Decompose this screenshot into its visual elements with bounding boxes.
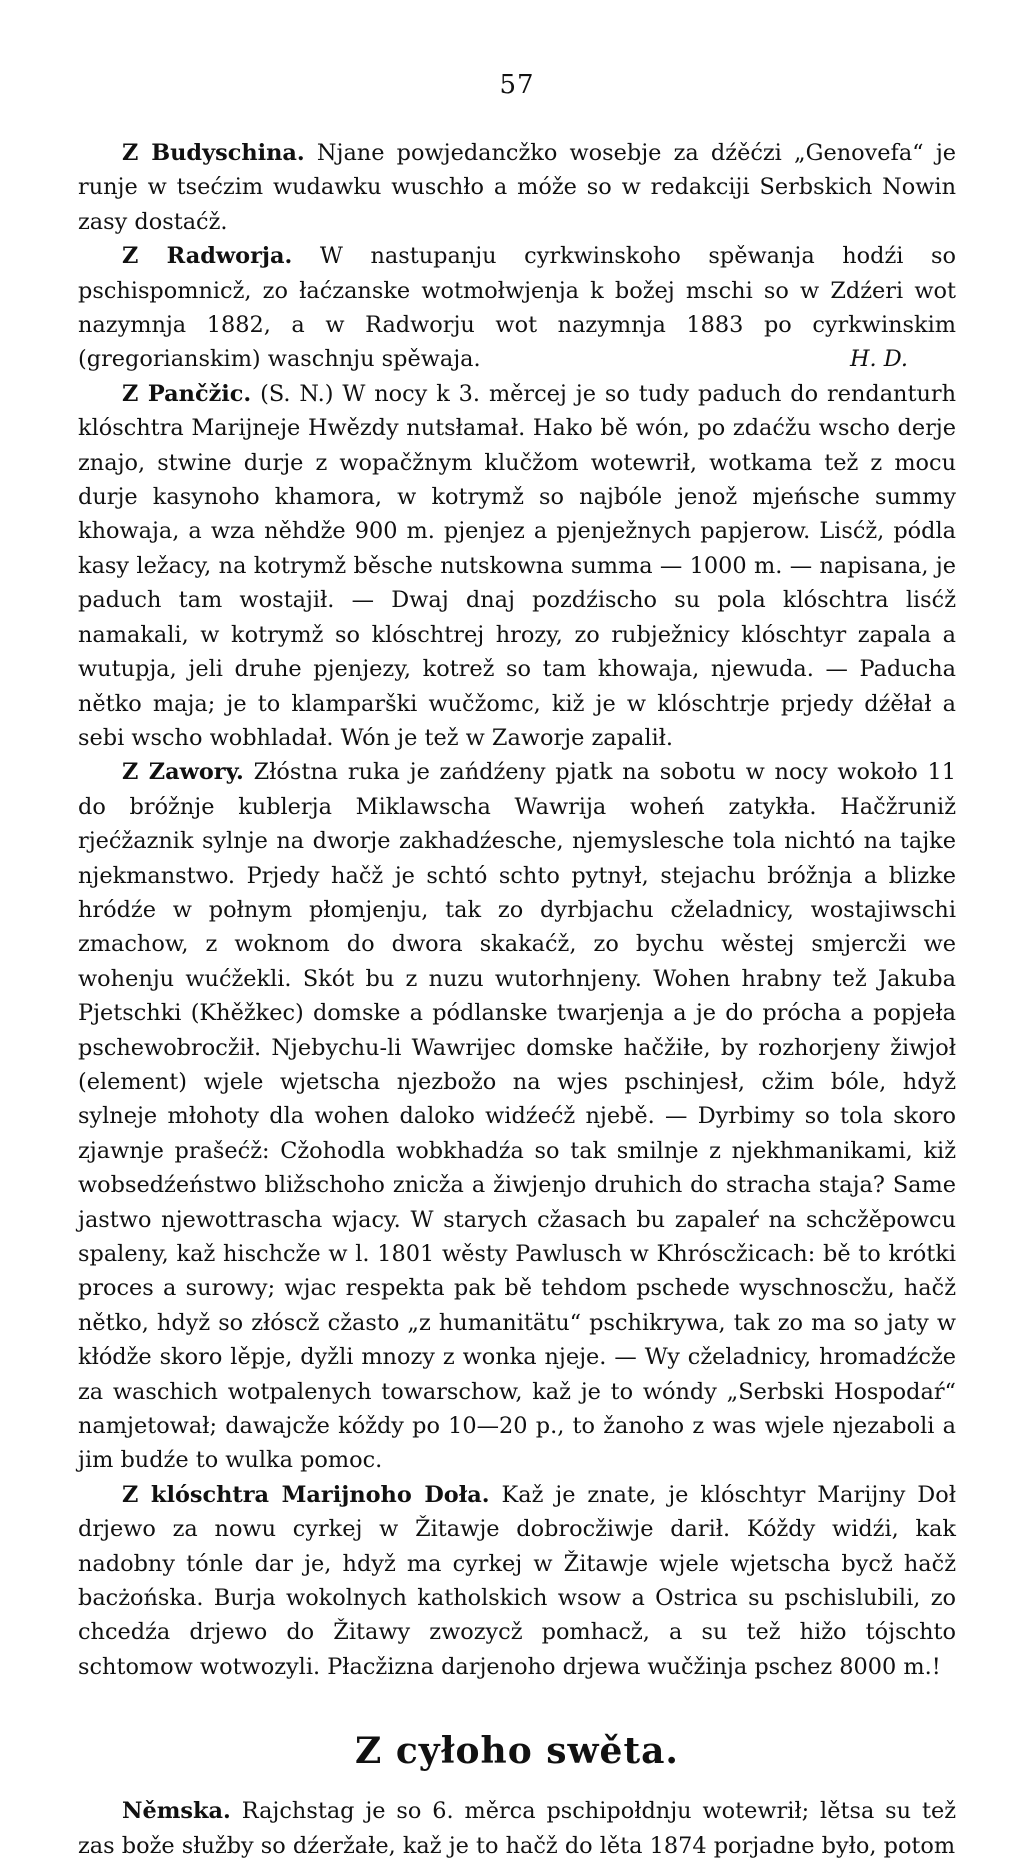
item-text: Kaž je znate, je klóschtyr Marijny Doł drjewo za nowu cyrkej w Žitawje dobrocžiwje darił. Kóždy widźi, kak nadobny tónle dar je, hdyž ma cyrkej w Žitawje wjele wjetscha bycž hačž bacżońska. Burja wokolnych katholskich wsow a Ostrica su pschislubili, zo chcedźa drjewo do Žitawy zwozycž pomhacž, a su tež hižo tójschto schtomow wotwozyli. Płacžizna darjenoho drjewa wučžinja pschez 8000 m.! bbox=[78, 1481, 956, 1680]
item-text: Njane powjedancžko wosebje za dźěćzi „Genovefa“ je runje w tsećzim wudawku wuschło a móže so w redakciji Serbskich Nowin zasy dostaćž. bbox=[78, 140, 957, 235]
news-item-budyschin bbox=[78, 136, 956, 239]
news-item-nemska bbox=[78, 1794, 956, 1863]
news-item-radwor bbox=[78, 239, 956, 377]
item-text: Rajchstag je so 6. měrca pschipołdnju wotewrił; lětsa su tež zas bože słužby so dźeržałe, kaž je to hačž do lěta 1874 porjadne było, potom bbox=[78, 1798, 956, 1859]
item-text: (S. N.) W nocy k 3. měrcej je so tudy paduch do rendanturh klóschtra Marijneje Hwězdy nutsłamał. Hako bě wón, po zdaćžu wscho derje znajo, stwine durje z wopačžnym klučžom wotewrił, wotkama tež z mocu durje kasynoho khamora, w kotrymž so najbóle jenož mjeńsche summy khowaja, a wza něhdže 900 m. pjenjez a pjenježnych papjerow. Lisćž, pódla kasy ležacy, na kotrymž běsche nutskowna summa — 1000 m. — napisana, je paduch tam wostajił. — Dwaj dnaj pozdźischo su pola klóschtra lisćž namakali, w kotrymž so klóschtrej hrozy, zo rubježnicy klóschtyr zapala a wutupja, jeli druhe pjenjezy, kotrež so tam khowaja, njewuda. — Paducha nětko maja; je to klamparški wučžomc, kiž je w klóschtrje prjedy dźěłał a sebi wscho wobhladał. Wón je tež w Zaworje zapalił. bbox=[78, 380, 957, 751]
document-page bbox=[78, 70, 957, 1859]
news-item-zawory bbox=[78, 755, 956, 1478]
news-item-klosчtr bbox=[78, 1478, 956, 1684]
item-heading: Němska. bbox=[122, 1798, 231, 1825]
item-heading: Z klóschtra Marijnoho Doła. bbox=[122, 1481, 490, 1508]
section-title: Z cyłoho swěta. bbox=[355, 1730, 679, 1773]
author-signature: H. D. bbox=[849, 346, 908, 373]
item-text: Złóstna ruka je zańdźeny pjatk na sobotu w nocy wokoło 11 do bróžnje kublerja Miklawscha Wawrija woheń zatykła. Hačžruniž rjećžaznik sylnje na dworje zakhadźesche, njemyslesche tola nichtó na tajke njekmanstwo. Prjedy hačž je schtó schto pytnył, stejachu bróžnja a blizke hródźe w połnym płomjenju, tak zo dyrbjachu cželadnicy, wostajiwschi zmachow, z woknom do dwora skakaćž, zo bychu wěstej smjercži we wohenju wućžekli. Skót bu z nuzu wutorhnjeny. Wohen hrabny tež Jakuba Pjetschki (Khěžkec) domske a pódlanske twarjenja a je do prócha a popjeła pschewobrocžił. Njebychu-li Wawrijec domske hačžiłe, by rozhorjeny žiwjoł (element) wjele wjetscha njezbožo na wjes pschinjesł, cžim bóle, hdyž sylneje młohoty dla wohen daloko widźećž njebě. — Dyrbimy so tola skoro zjawnje prašećž: Cžohodla wobkhadźa so tak smilnje z njekhmanikami, kiž wobsedźeństwo bližschoho znicža a žiwjenjo druhich do stracha staja? Same jastwo njewottraschа wjacy. W starych cžasach bu zapaleŕ na schcžěpowcu spaleny, kaž hischcže w l. 1801 wěsty Pawlusch w Khróscžicach: bě to krótki proces a surowy; wjac respekta pak bě tehdom pschede wyschnoscžu, hačž nětko, hdyž so złóscž cžasto „z humanitätu“ pschikrywa, tak zo ma so jaty w kłódže skoro lěpje, dyžli mnozy z wonka njeje. — Wy cželadnicy, hromadźcže za waschich wotpalenych towarschow, kaž je to wóndy „Serbski Hospodaŕ“ namjetował; dawajcže kóždy po 10—20 p., to žanoho z was wjele njezaboli a jim budźe to wulka pomoc. bbox=[78, 759, 956, 1474]
page-number: 57 bbox=[499, 70, 535, 100]
item-heading: Z Pančžic. bbox=[122, 380, 252, 407]
news-item-panczic bbox=[78, 377, 956, 755]
item-heading: Z Zawory. bbox=[122, 759, 244, 786]
item-heading: Z Radworja. bbox=[122, 243, 293, 270]
item-text: W nastupanju cyrkwinskoho spěwanja hodźi so pschispomnicž, zo łaćzanske wotmołwjenja k božej mschi so w Zdźeri wot nazymnja 1882, a w Radworju wot nazymnja 1883 po cyrkwinskim (gregorianskim) waschnju spěwaja. bbox=[78, 243, 956, 373]
item-heading: Z Budyschina. bbox=[122, 140, 305, 166]
